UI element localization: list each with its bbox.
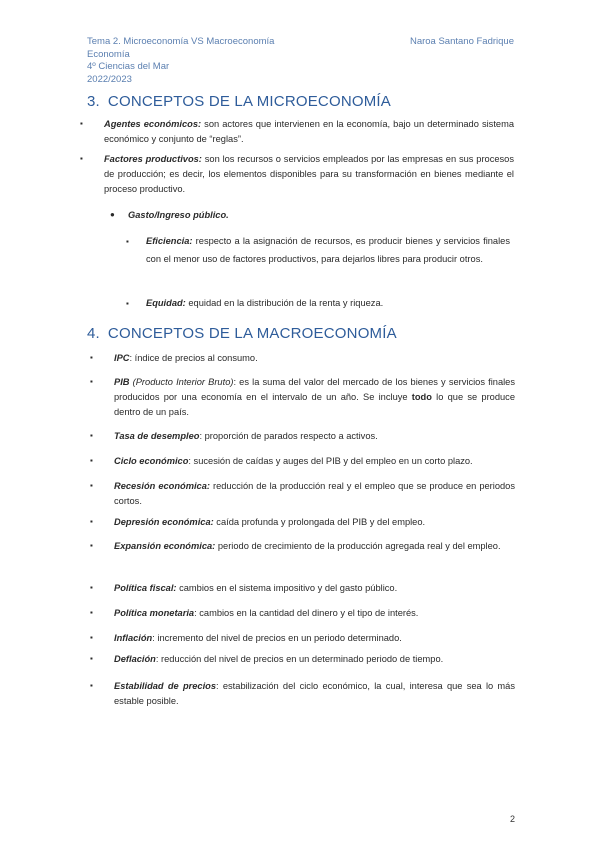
bullet-icon: ▪ [90,353,93,362]
header-author: Naroa Santano Fadrique [409,36,514,47]
bullet-icon: ▪ [90,377,93,386]
term-pib-desc2: lo que se produce dentro de un país. [114,391,515,417]
bullet-icon: ▪ [126,299,129,308]
section-3-title: CONCEPTOS DE LA MICROECONOMÍA [107,93,391,110]
term-equidad: Equidad: [146,298,186,308]
term-fiscal-desc: cambios en el sistema impositivo y del gasto público. [176,583,398,593]
header-year: 2022/2023 [87,73,132,85]
list-item [80,117,514,152]
term-pib-desc: : es la suma del valor del mercado de los bienes y servicios finales producidos por una economía en el intervalo de un año. Se incluye [114,377,516,402]
bullet-icon: ▪ [90,481,93,490]
term-desempleo-desc: : proporción de parados respecto a activos. [199,431,378,441]
bullet-icon: ▪ [90,431,93,440]
list-item [90,652,515,679]
term-ciclo: Ciclo económico [114,456,189,466]
bullet-icon: ▪ [90,517,93,526]
term-depresion: Depresión económica: [114,517,214,527]
section-4-heading [87,325,397,342]
term-desempleo: Tasa de desempleo [114,431,200,441]
term-factores-desc: son los recursos o servicios empleados por las empresas en sus procesos de producción; es decir, los elementos disponibles para su transformación en bienes mediante el proceso productivo. [104,154,514,194]
term-inflacion-desc: : incremento del nivel de precios en un periodo determinado. [152,633,402,643]
term-fiscal: Política fiscal: [114,583,177,593]
term-ipc: IPC [114,353,130,363]
list-item [110,208,508,223]
term-equidad-desc: equidad en la distribución de la renta y riqueza. [185,298,384,308]
bullet-icon: ▪ [90,541,93,550]
term-estabilidad-desc: : estabilización del ciclo económico, la cual, interesa que sea lo más estable posible. [114,681,515,706]
term-eficiencia-desc: respecto a la asignación de recursos, es producir bienes y servicios finales con el menor uso de factores productivos, para dejarlos libres para producir otros. [146,236,510,264]
bullet-icon: ▪ [90,654,93,663]
page-number: 2 [509,814,515,824]
list-item [126,233,510,295]
term-estabilidad: Estabilidad de precios [114,681,217,691]
term-recesion-desc: reducción de la producción real y el empleo que se produce en periodos cortos. [114,481,515,506]
list-item [126,295,510,313]
bullet-icon: ▪ [90,608,93,617]
section-3-heading [87,93,391,110]
term-expansion-desc: periodo de crecimiento de la producción agregada real y del empleo. [215,541,501,551]
list-item [90,679,515,709]
section-4-number: 4. [87,325,100,342]
bullet-icon: ▪ [126,237,129,246]
round-bullet-icon: ● [110,210,115,219]
bullet-icon: ▪ [90,633,93,642]
term-pib-bold: todo [411,391,432,402]
term-factores: Factores productivos: [104,154,202,164]
sub-items-list [126,233,510,313]
list-item [90,479,515,515]
micro-list [80,117,514,196]
sub-heading-list [110,208,508,223]
term-monetaria-desc: : cambios en la cantidad del dinero y el tipo de interés. [194,608,419,618]
term-monetaria: Política monetaria [114,608,195,618]
list-item [90,539,515,581]
bullet-icon: ▪ [90,583,93,592]
term-agentes-desc: son actores que intervienen en la economía, bajo un determinado sistema económico y conjunto de “reglas”. [104,119,514,144]
list-item [90,631,515,652]
term-agentes: Agentes económicos: [104,119,202,129]
list-item [90,581,515,606]
page-header [87,36,517,86]
term-eficiencia: Eficiencia: [146,236,193,246]
term-deflacion: Deflación [114,654,156,664]
header-course: 4º Ciencias del Mar [87,61,170,72]
term-deflacion-desc: : reducción del nivel de precios en un determinado periodo de tiempo. [155,654,444,664]
list-item [90,429,515,454]
macro-list [90,351,516,709]
section-3-number: 3. [87,93,100,110]
bullet-icon: ▪ [90,456,93,465]
sub-heading-gasto: Gasto/Ingreso público. [128,210,229,220]
list-item [90,454,515,479]
header-subject: Economía [87,48,130,60]
header-topic: Tema 2. Microeconomía VS Macroeconomía [87,36,275,47]
bullet-icon: ▪ [80,154,83,163]
term-ciclo-desc: : sucesión de caídas y auges del PIB y del empleo en un corto plazo. [188,456,473,466]
list-item [90,515,515,539]
section-4-title: CONCEPTOS DE LA MACROECONOMÍA [107,325,397,342]
term-inflacion: Inflación [114,633,153,643]
bullet-icon: ▪ [90,681,93,690]
term-depresion-desc: caída profunda y prolongada del PIB y del empleo. [213,517,426,527]
term-pib-paren: (Producto Interior Bruto) [129,377,234,387]
term-ipc-desc: : índice de precios al consumo. [129,353,258,363]
list-item [90,375,516,429]
term-pib: PIB [114,377,130,387]
list-item [90,606,515,631]
bullet-icon: ▪ [80,119,83,128]
term-expansion: Expansión económica: [114,541,216,551]
term-recesion: Recesión económica: [114,481,210,491]
list-item [90,351,515,375]
list-item [80,152,514,196]
